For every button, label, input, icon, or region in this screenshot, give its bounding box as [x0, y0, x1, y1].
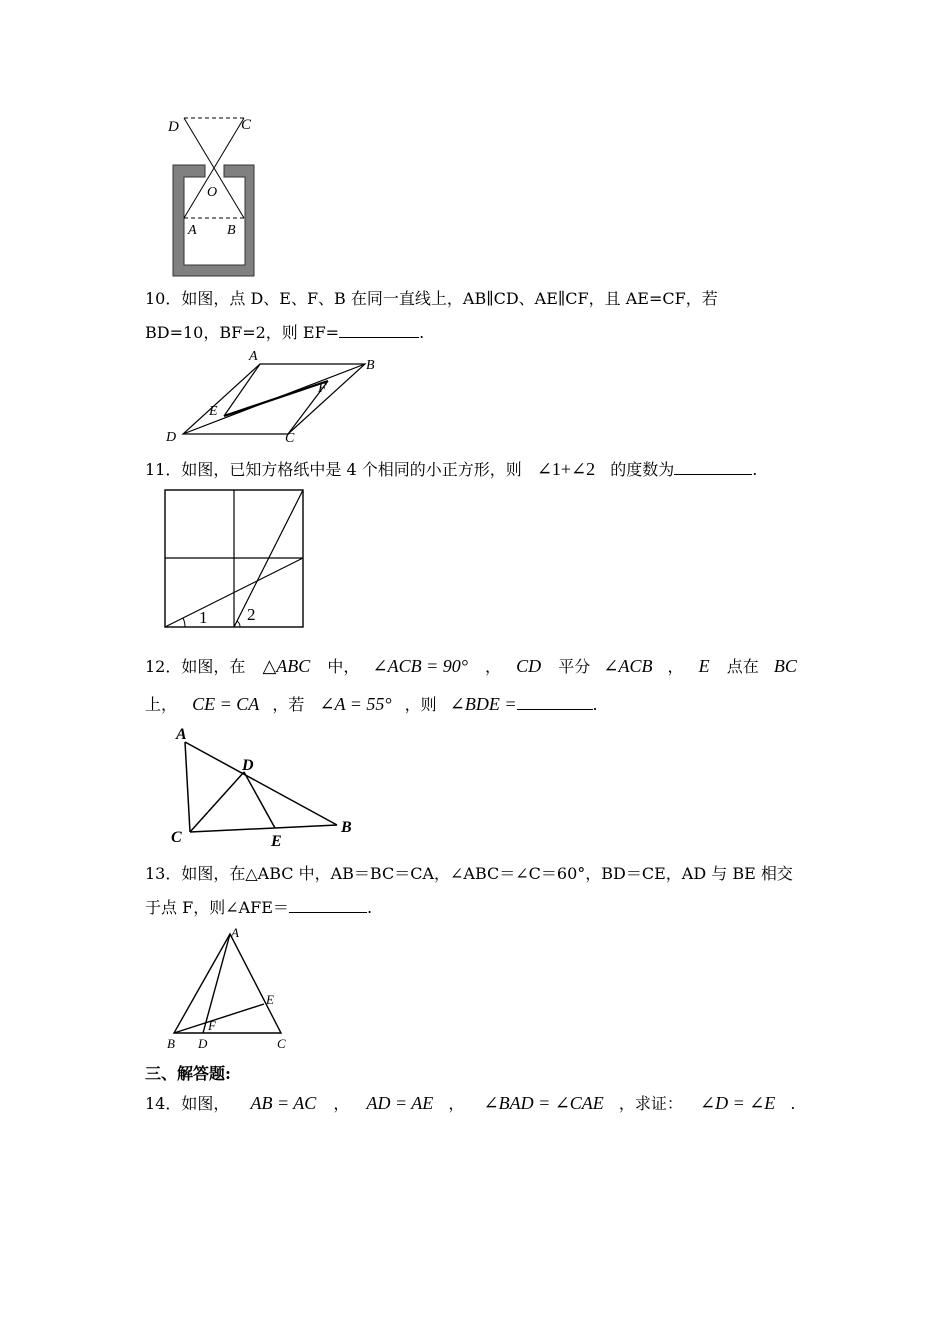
q12-line2: 上， CE = CA ，若 ∠A = 55° ，则 ∠BDE = . [145, 694, 598, 714]
q13-label-b: B [167, 1036, 175, 1051]
q13-label-e: E [266, 992, 274, 1007]
q9-label-c: C [241, 117, 252, 133]
q10-line1: 10．如图，点 D、E、F、B 在同一直线上，AB∥CD、AE∥CF，且 AE=CF，若 [145, 289, 718, 308]
q11-line: 11．如图，已知方格纸中是 4 个相同的小正方形，则 ∠1+∠2 的度数为 . [145, 459, 758, 479]
q13-label-f: F [208, 1018, 216, 1033]
q9-label-o: O [207, 185, 218, 200]
q9-label-a: A [188, 223, 197, 238]
q12-label-c: C [171, 829, 182, 846]
q12-label-e: E [271, 833, 282, 850]
q9-label-d: D [168, 119, 179, 135]
q11-expr: ∠1+∠2 [536, 459, 596, 479]
q12-answer-blank[interactable] [517, 693, 593, 710]
q13-figure [160, 922, 300, 1052]
q14-line: 14．如图， AB = AC ， AD = AE ， ∠BAD = ∠CAE ，求证： ∠D = ∠E . [145, 1093, 796, 1113]
q11-figure [163, 488, 308, 630]
section-heading: 三、解答题: [145, 1064, 231, 1083]
q10-figure [160, 345, 390, 445]
q10-label-b: B [366, 358, 375, 373]
q11-label-1: 1 [199, 608, 208, 627]
q10-label-f: F [318, 381, 327, 396]
q13-label-a: A [231, 925, 239, 940]
q11-label-2: 2 [247, 605, 256, 624]
q10-label-c: C [285, 431, 295, 445]
q13-line2: 于点 F，则∠AFE＝ . [145, 898, 373, 917]
q10-line2: BD=10，BF=2，则 EF= . [145, 323, 425, 342]
q10-label-e: E [209, 404, 218, 419]
q13-line1: 13．如图，在△ABC 中，AB＝BC＝CA，∠ABC＝∠C＝60°，BD＝CE，AD 与 BE 相交 [145, 864, 793, 883]
q9-label-b: B [227, 223, 236, 238]
q10-label-a: A [249, 349, 258, 364]
q9-figure [160, 110, 270, 280]
q12-figure [165, 722, 365, 852]
q13-label-c: C [277, 1036, 286, 1051]
q12-label-d: D [242, 757, 254, 774]
q11-answer-blank[interactable] [674, 458, 752, 475]
q12-label-b: B [341, 819, 352, 836]
q10-label-d: D [166, 430, 177, 445]
q13-answer-blank[interactable] [289, 896, 367, 913]
q13-label-d: D [198, 1036, 208, 1051]
q12-label-a: A [176, 726, 187, 743]
q10-answer-blank[interactable] [339, 321, 419, 338]
q9-frame [173, 165, 254, 276]
q12-line1: 12．如图，在 △ABC 中， ∠ACB = 90° ， CD 平分 ∠ACB ， E 点在 BC [145, 656, 797, 676]
